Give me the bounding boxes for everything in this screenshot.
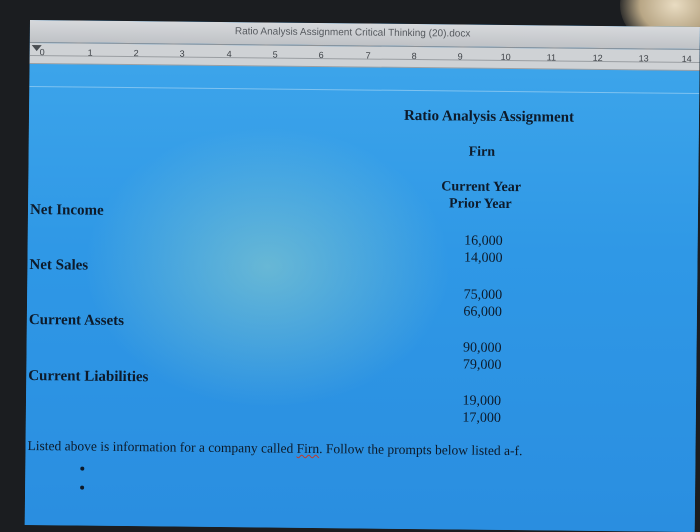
- bullet-point: [80, 467, 84, 471]
- selection-edge: [29, 86, 699, 94]
- current-liabilities-prior: 17,000: [462, 410, 501, 426]
- ruler-mark: 11: [546, 52, 557, 63]
- row-label-current-assets: Current Assets: [28, 312, 125, 330]
- ruler-mark: 2: [133, 48, 139, 59]
- net-income-prior: 14,000: [463, 250, 503, 266]
- ruler-mark: 10: [500, 51, 511, 63]
- document-heading: Ratio Analysis Assignment: [403, 107, 575, 126]
- bullet-point: [80, 486, 84, 490]
- net-sales-current: 75,000: [463, 287, 503, 303]
- current-assets-current: 90,000: [463, 340, 502, 356]
- instruction-text-end: . Follow the prompts below listed a-f.: [319, 441, 523, 459]
- ruler-mark: 3: [179, 48, 185, 59]
- current-assets-prior: 79,000: [462, 357, 502, 373]
- ruler-mark: 14: [681, 53, 692, 64]
- prior-year-header: Prior Year: [449, 196, 512, 213]
- current-liabilities-current: 19,000: [462, 393, 502, 409]
- ruler-mark: 0: [39, 47, 45, 58]
- ruler-mark: 8: [411, 50, 417, 62]
- current-year-header: Current Year: [441, 179, 522, 196]
- ruler-mark: 9: [457, 51, 463, 62]
- ruler-mark: 13: [638, 53, 649, 64]
- document-title: Ratio Analysis Assignment Critical Thinking (20).docx: [234, 26, 471, 40]
- company-name: Firn: [468, 144, 496, 160]
- company-name-inline: Firn: [296, 440, 320, 457]
- row-label-net-income: Net Income: [29, 202, 104, 219]
- net-income-current: 16,000: [464, 233, 503, 249]
- word-document-window: [25, 20, 700, 532]
- ruler-mark: 4: [226, 49, 232, 60]
- row-label-current-liabilities: Current Liabilities: [28, 368, 149, 386]
- ruler-mark: 12: [592, 52, 603, 63]
- net-sales-prior: 66,000: [463, 304, 503, 320]
- instruction-text-start: Listed above is information for a company called: [27, 437, 297, 456]
- ruler-mark: 5: [272, 49, 278, 60]
- ruler-mark: 6: [318, 50, 324, 61]
- row-label-net-sales: Net Sales: [29, 257, 89, 274]
- instruction-paragraph: [27, 438, 522, 459]
- document-page[interactable]: [25, 64, 700, 532]
- ruler-mark: 1: [87, 47, 93, 58]
- ruler-mark: 7: [365, 50, 371, 61]
